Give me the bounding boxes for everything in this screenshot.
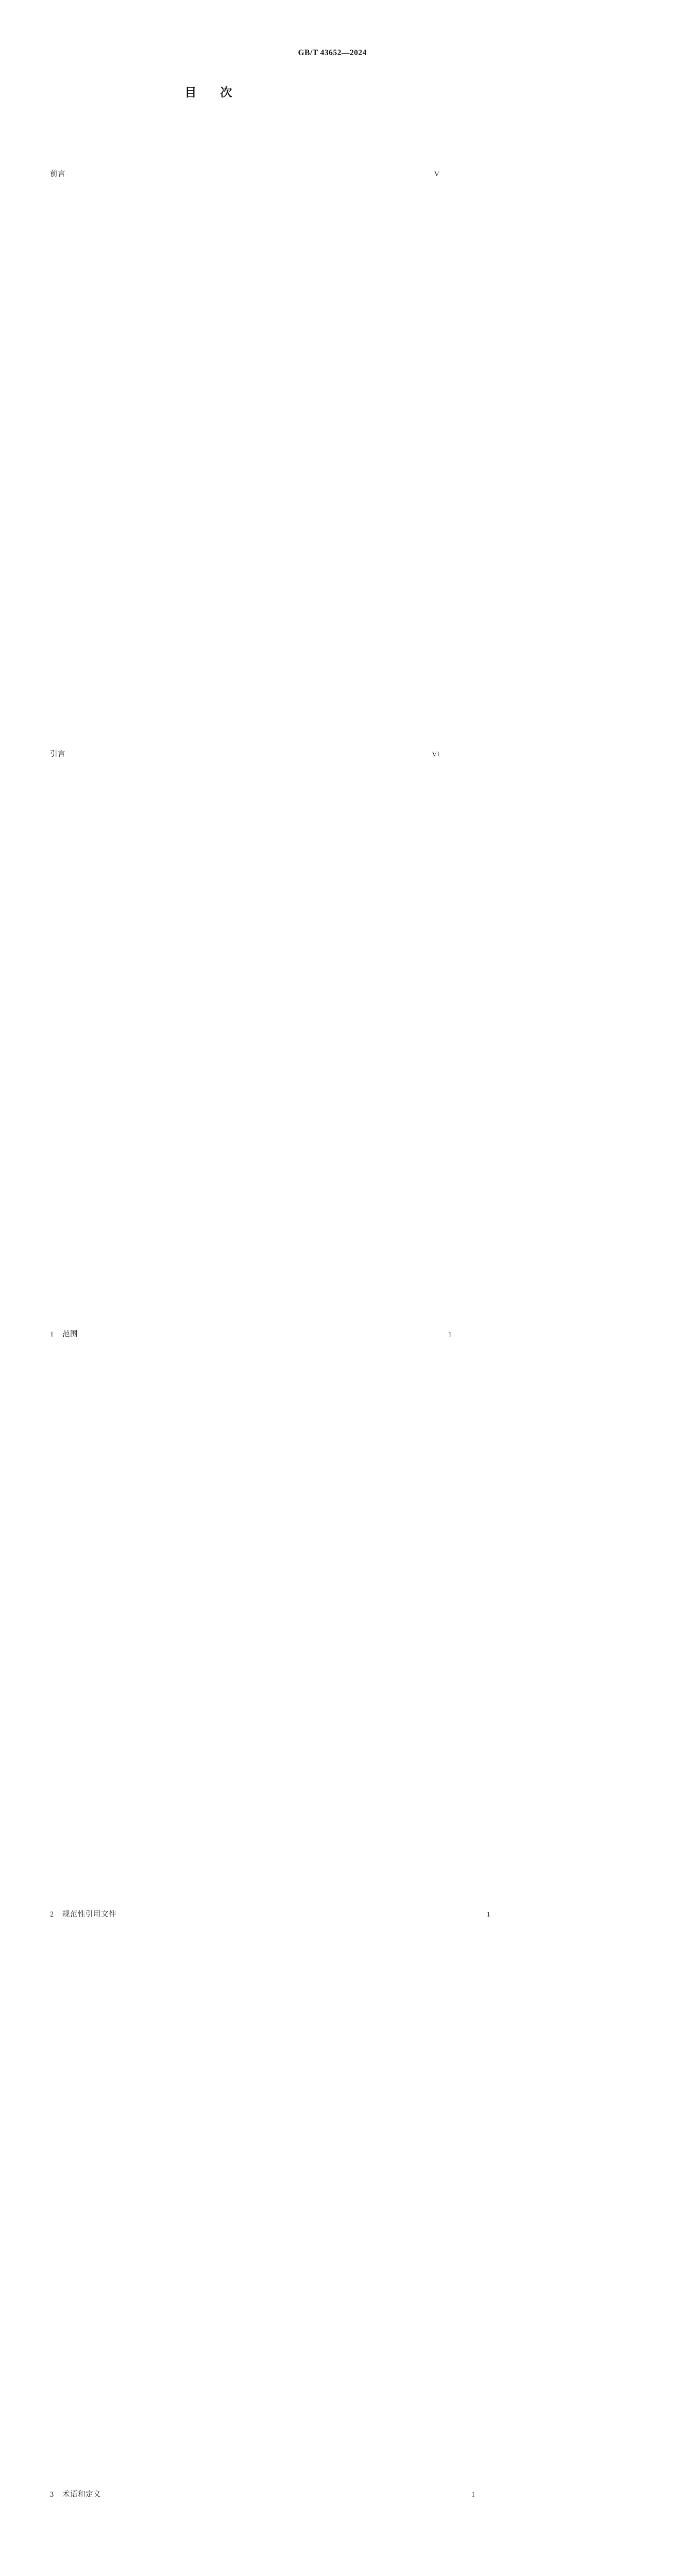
toc-entry-page: VI [73,701,481,1279]
toc-entry-page: 1 [108,2441,517,2576]
toc-entry [50,121,439,699]
toc-entry-label: 引言 [50,750,65,758]
document-header [50,48,367,58]
standard-number: GB/T 43652—2024 [298,48,367,57]
toc-entry-page: 1 [85,1281,493,1859]
toc-entry-label: 术语和定义 [62,2490,101,2499]
toc-entry-label: 范围 [62,1330,78,1338]
toc-entry [50,701,439,1279]
table-of-contents [50,121,490,2576]
toc-entry-number: 1 [50,1330,54,1338]
toc-entry-number: 2 [50,1910,54,1919]
toc-entry-label: 前言 [50,170,65,178]
toc-entry [50,2441,475,2576]
title-char-first: 目 [184,86,197,99]
toc-entry-number: 3 [50,2490,54,2499]
toc-entry [50,1281,452,1859]
toc-entry [50,1861,490,2439]
toc-entry-page: 1 [124,1861,532,2439]
page-title [50,83,367,99]
toc-entry-label: 规范性引用文件 [62,1910,116,1919]
toc-entry-page: V [73,121,481,699]
title-char-second: 次 [220,86,232,99]
